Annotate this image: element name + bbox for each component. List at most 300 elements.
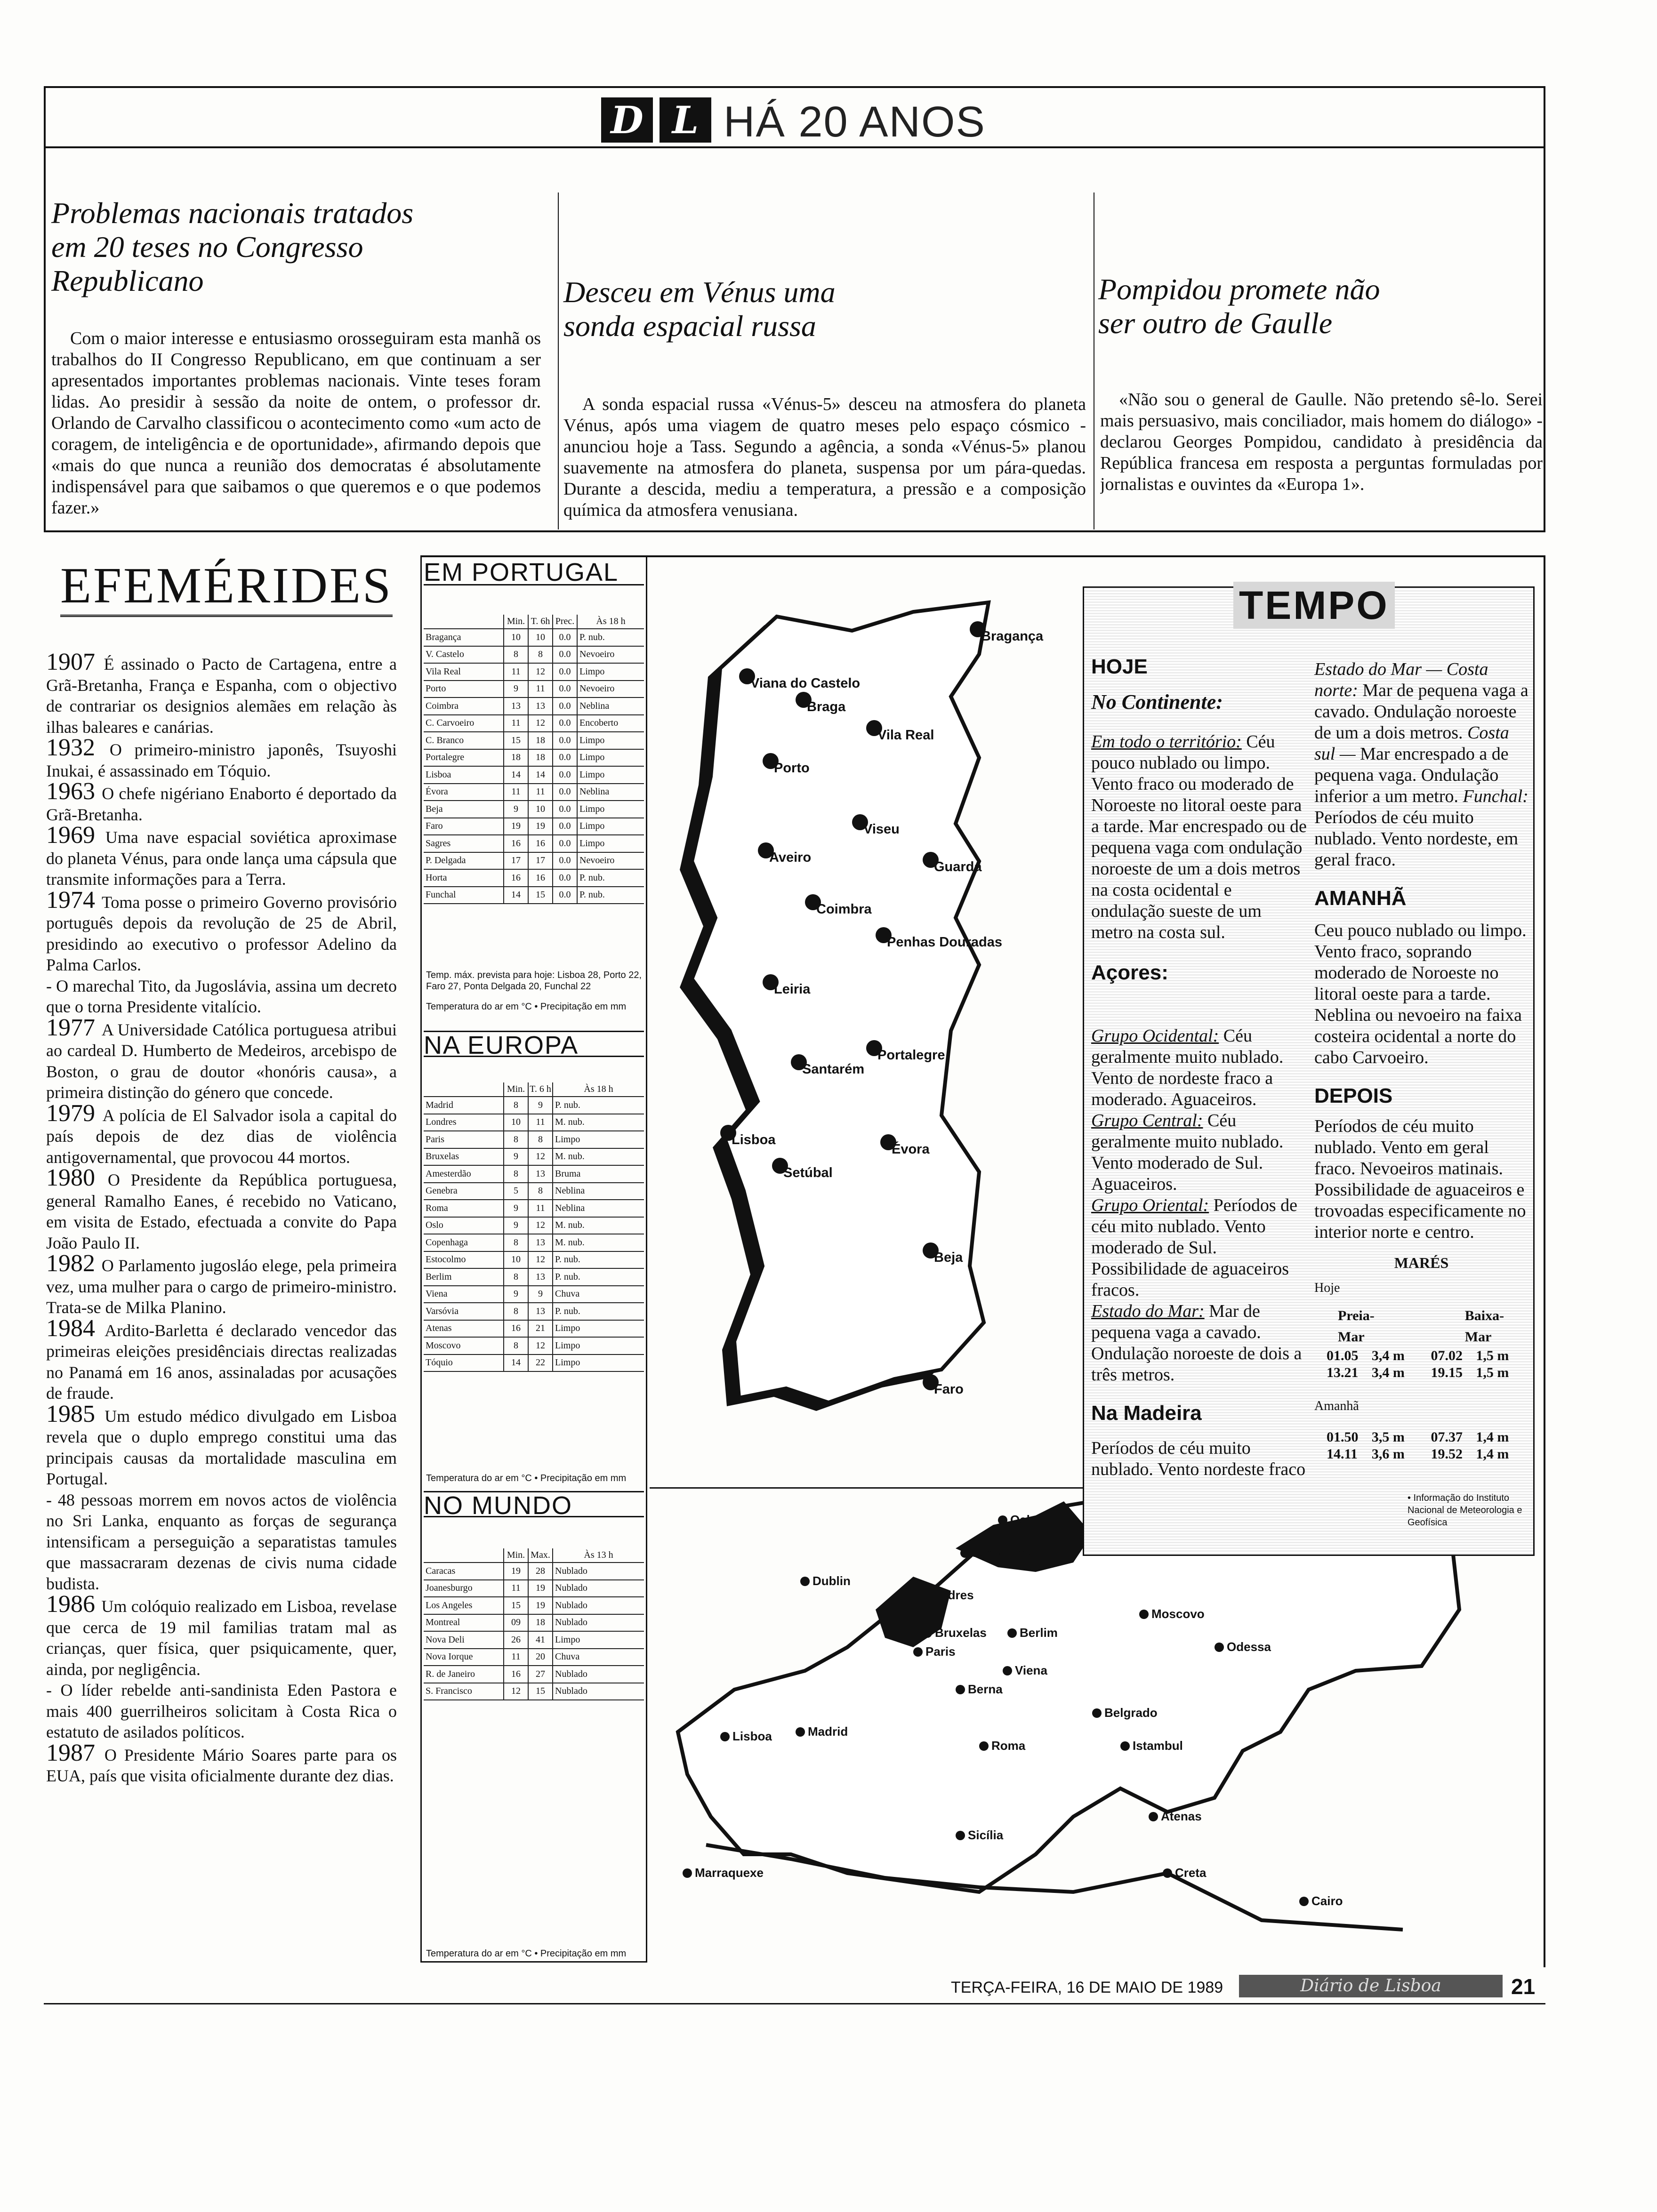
table-cell: 19 xyxy=(504,818,528,835)
section-title: HÁ 20 ANOS xyxy=(724,98,986,146)
table-cell: 9 xyxy=(504,1148,528,1166)
efemeride-entry xyxy=(46,649,397,737)
city-label: Berlim xyxy=(1020,1626,1058,1640)
table-cell: 13 xyxy=(528,697,553,715)
table-cell: C. Branco xyxy=(424,732,504,749)
table-cell: 0.0 xyxy=(553,749,577,767)
city-label: Faro xyxy=(934,1382,964,1397)
table-europa-title: NA EUROPA xyxy=(424,1031,644,1057)
table-cell: 8 xyxy=(504,1303,528,1320)
tempo-amanha: Ceu pouco nublado ou limpo. Vento fraco, soprando moderado de Noroeste no litoral oeste para a tarde. Neblina ou nevoeiro na faixa costeira ocidental a norte do cabo Carvoeiro. xyxy=(1314,921,1527,1067)
table-cell: 18 xyxy=(528,732,553,749)
table-row xyxy=(424,835,644,852)
tide-cell: 3,5 m xyxy=(1371,1429,1405,1445)
table-cell: Genebra xyxy=(424,1183,504,1200)
tempo-hoje: HOJE xyxy=(1091,655,1148,678)
city-marker xyxy=(796,1727,805,1737)
efemeride-year: 1974 xyxy=(46,886,102,914)
portugal-outline xyxy=(692,602,989,1403)
table-header-row xyxy=(424,615,644,629)
table-row xyxy=(424,887,644,904)
city-label: Istambul xyxy=(1133,1739,1183,1753)
table-cell: P. nub. xyxy=(553,1097,644,1114)
table-row xyxy=(424,715,644,732)
table-header-row xyxy=(424,1548,644,1563)
efemeride-text: - O marechal Tito, da Jugoslávia, assina um decreto que o torna Presidente vitalício. xyxy=(46,976,397,1016)
table-cell: Varsóvia xyxy=(424,1303,504,1320)
city-marker xyxy=(956,1831,965,1840)
efemeride-year: 1977 xyxy=(46,1014,102,1041)
tempo-acores-heading: Açores: xyxy=(1091,961,1168,984)
efemeride-text: A polícia de El Salvador isola a capital do país depois de dez dias de violência antigovernamental, que provocou 44 mortos. xyxy=(46,1106,397,1167)
efemeride-text: O primeiro-ministro japonês, Tsuyoshi Inukai, é assassinado em Tóquio. xyxy=(46,740,397,780)
city-label: Guarda xyxy=(934,859,982,874)
table-cell: 8 xyxy=(504,646,528,664)
table-header-row xyxy=(424,1082,644,1097)
table-cell: 19 xyxy=(528,1597,553,1614)
table-cell: 8 xyxy=(504,1097,528,1114)
city-label: Portalegre xyxy=(877,1048,945,1063)
tide-cell: 1,4 m xyxy=(1476,1429,1509,1445)
table-cell: S. Francisco xyxy=(424,1683,504,1700)
table-cell: 10 xyxy=(528,629,553,646)
table-cell: 8 xyxy=(504,1165,528,1183)
table-header-cell xyxy=(424,615,504,629)
table-header-cell: Min. xyxy=(504,1548,528,1563)
city-marker xyxy=(800,1577,810,1586)
efemeride-year: 1932 xyxy=(46,734,110,761)
table-cell: Encoberto xyxy=(577,715,644,732)
table-cell: Neblina xyxy=(553,1183,644,1200)
table-cell: 8 xyxy=(504,1337,528,1354)
city-marker xyxy=(1092,1708,1102,1718)
tide-cell: 19.52 xyxy=(1431,1446,1463,1462)
table-cell: Limpo xyxy=(553,1131,644,1148)
table-cell: Paris xyxy=(424,1131,504,1148)
tide-cell: 07.02 xyxy=(1431,1348,1463,1363)
table-mundo xyxy=(424,1548,644,1700)
table-cell: C. Carvoeiro xyxy=(424,715,504,732)
table-cell: 15 xyxy=(528,1683,553,1700)
table-cell: Horta xyxy=(424,869,504,887)
city-marker xyxy=(979,1741,989,1751)
table-header-cell: Min. xyxy=(504,1082,528,1097)
preia-mar-label: Preia-Mar xyxy=(1338,1308,1375,1345)
portugal-footer: Temperatura do ar em °C • Precipitação em mm xyxy=(426,1002,627,1012)
table-row xyxy=(424,697,644,715)
table-cell: Chuva xyxy=(553,1286,644,1303)
table-row xyxy=(424,852,644,870)
table-cell: 15 xyxy=(504,732,528,749)
efemeride-text: O Presidente Mário Soares parte para os EUA, país que visita oficialmente durante dez dias. xyxy=(46,1745,397,1785)
table-cell: Atenas xyxy=(424,1320,504,1338)
tempo-acores-mar: Mar de pequena vaga a cavado. Ondulação noroeste de dois a três metros. xyxy=(1091,1301,1302,1385)
table-cell: Madrid xyxy=(424,1097,504,1114)
table-cell: Funchal xyxy=(424,887,504,904)
table-cell: Los Angeles xyxy=(424,1597,504,1614)
mares-amanha xyxy=(1314,1429,1528,1463)
city-marker xyxy=(1003,1666,1012,1675)
tempo-madeira: Períodos de céu muito nublado. Vento nordeste fraco xyxy=(1091,1438,1306,1479)
table-cell: Limpo xyxy=(577,818,644,835)
table-cell: 16 xyxy=(504,835,528,852)
city-label: Leiria xyxy=(774,982,811,997)
efemeride-entry xyxy=(46,1250,397,1318)
table-cell: 0.0 xyxy=(553,646,577,664)
city-marker xyxy=(1007,1628,1017,1638)
table-row xyxy=(424,1354,644,1372)
table-row xyxy=(424,1114,644,1131)
table-cell: 19 xyxy=(528,818,553,835)
efemeride-year: 1987 xyxy=(46,1739,105,1766)
portugal-max-note: Temp. máx. prevista para hoje: Lisboa 28, Porto 22, Faro 27, Ponta Delgada 20, Funchal 22 xyxy=(426,970,642,992)
table-cell: 10 xyxy=(528,801,553,818)
table-cell: Bruma xyxy=(553,1165,644,1183)
tide-cell: 07.37 xyxy=(1431,1429,1463,1445)
table-cell: 0.0 xyxy=(553,681,577,698)
table-cell: 0.0 xyxy=(553,715,577,732)
city-label: Dublin xyxy=(812,1574,851,1588)
efemeride-year: 1969 xyxy=(46,822,105,849)
table-cell: 13 xyxy=(528,1303,553,1320)
table-row xyxy=(424,1097,644,1114)
table-row xyxy=(424,1666,644,1683)
table-row xyxy=(424,784,644,801)
table-header-cell: Min. xyxy=(504,615,528,629)
article-venus-body-col3 xyxy=(1100,193,1623,236)
efemeride-text: É assinado o Pacto de Cartagena, entre a Grã-Bretanha, França e Espanha, com o objectivo de contrariar os designios alemães em relação às ilhas baleares e canárias. xyxy=(46,655,397,737)
table-cell: 0.0 xyxy=(553,835,577,852)
table-cell: Neblina xyxy=(577,784,644,801)
table-header-cell: T. 6h xyxy=(528,615,553,629)
efemerides-title: EFEMÉRIDES xyxy=(60,560,393,617)
ha-20-anos-box xyxy=(44,86,1545,532)
table-cell: 0.0 xyxy=(553,629,577,646)
efemeride-year: 1985 xyxy=(46,1400,105,1427)
table-cell: 0.0 xyxy=(553,818,577,835)
table-header-cell: T. 6 h xyxy=(528,1082,553,1097)
efemeride-year: 1979 xyxy=(46,1099,103,1127)
tide-row xyxy=(1314,1364,1528,1381)
table-cell: Faro xyxy=(424,818,504,835)
table-cell: M. nub. xyxy=(553,1148,644,1166)
table-cell: 21 xyxy=(528,1320,553,1338)
table-row xyxy=(424,766,644,784)
table-cell: Nublado xyxy=(553,1597,644,1614)
efemeride-text: Toma posse o primeiro Governo provisório português depois da revolução de 25 de Abril, presidindo ao executivo o professor Adelino da Palma Carlos. xyxy=(46,892,397,974)
table-cell: M. nub. xyxy=(553,1217,644,1234)
table-cell: 13 xyxy=(528,1165,553,1183)
table-row xyxy=(424,1200,644,1217)
table-europa xyxy=(424,1082,644,1372)
headline-venus: Desceu em Vénus uma sonda espacial russa xyxy=(563,275,836,343)
table-cell: 10 xyxy=(504,1114,528,1131)
table-cell: 09 xyxy=(504,1614,528,1632)
table-row xyxy=(424,663,644,681)
efemeride-entry xyxy=(46,1400,397,1490)
tide-row xyxy=(1314,1347,1528,1364)
city-label: Braga xyxy=(807,699,846,714)
city-label: Odessa xyxy=(1227,1640,1271,1654)
table-cell: 28 xyxy=(528,1563,553,1580)
table-cell: 14 xyxy=(504,766,528,784)
table-cell: 8 xyxy=(528,646,553,664)
city-label: Atenas xyxy=(1161,1809,1202,1823)
table-cell: 0.0 xyxy=(553,697,577,715)
table-cell: Roma xyxy=(424,1200,504,1217)
table-row xyxy=(424,1683,644,1700)
table-cell: 5 xyxy=(504,1183,528,1200)
efemeride-text: O chefe nigériano Enaborto é deportado da Grã-Bretanha. xyxy=(46,784,397,824)
tide-cell: 01.50 xyxy=(1327,1429,1359,1445)
table-cell: 15 xyxy=(528,887,553,904)
table-row xyxy=(424,1320,644,1338)
table-row xyxy=(424,818,644,835)
city-marker xyxy=(923,1628,932,1638)
city-label: Vila Real xyxy=(877,728,934,743)
table-cell: Coimbra xyxy=(424,697,504,715)
city-label: Setúbal xyxy=(783,1165,833,1180)
table-cell: 9 xyxy=(504,1286,528,1303)
table-cell: Lisboa xyxy=(424,766,504,784)
mares-hoje-label: Hoje xyxy=(1314,1281,1340,1295)
table-cell: 18 xyxy=(528,1614,553,1632)
table-cell: Nublado xyxy=(553,1614,644,1632)
table-cell: M. nub. xyxy=(553,1114,644,1131)
city-marker xyxy=(956,1685,965,1694)
table-cell: Nublado xyxy=(553,1563,644,1580)
city-label: Estocolmo xyxy=(973,1546,1035,1560)
efemeride-entry xyxy=(46,1314,397,1404)
tide-cell: 01.05 xyxy=(1327,1348,1359,1363)
table-cell: 12 xyxy=(528,1148,553,1166)
table-row xyxy=(424,1631,644,1649)
efemeride-year: 1980 xyxy=(46,1164,108,1191)
table-cell: Vila Real xyxy=(424,663,504,681)
city-marker xyxy=(913,1591,923,1600)
footer-rule xyxy=(44,2003,1545,2004)
table-cell: 9 xyxy=(504,1200,528,1217)
city-marker xyxy=(683,1868,692,1878)
table-row xyxy=(424,646,644,664)
table-cell: 11 xyxy=(528,1200,553,1217)
table-cell: 8 xyxy=(504,1234,528,1251)
tide-row xyxy=(1314,1446,1528,1463)
table-cell: 16 xyxy=(504,1320,528,1338)
table-cell: Montreal xyxy=(424,1614,504,1632)
city-label: Porto xyxy=(774,761,810,776)
table-cell: 11 xyxy=(528,681,553,698)
tempo-amanha-heading: AMANHÃ xyxy=(1314,887,1407,910)
tempo-madeira-mar: Mar de pequena vaga a cavado. Ondulação noroeste de um a dois metros. xyxy=(1314,681,1528,743)
tide-cell: 3,6 m xyxy=(1371,1446,1405,1462)
table-cell: Limpo xyxy=(553,1337,644,1354)
city-marker xyxy=(913,1647,923,1657)
headline-pompidou: Pompidou promete não ser outro de Gaulle xyxy=(1098,272,1380,340)
tide-cell: 1,5 m xyxy=(1476,1348,1509,1363)
table-cell: 11 xyxy=(504,1580,528,1597)
article-congresso-body-col1: Com o maior interesse e entusiasmo orosseguiram esta manhã os trabalhos do II Congresso Republicano, em que continuam a ser apresentados importantes problemas nacionais. Vinte teses foram lidas. Ao presidir à sessão da noite de ontem, o professor dr. Orlando de Carvalho classificou o acontecimento como «um acto de coragem, de inteligência e de oportunidade», afirmando depois que «mais do que nunca a reunião dos democratas é absolutamente indispensável para que saibamos o que queremos e o que podemos fazer.» xyxy=(51,329,541,518)
table-cell: 11 xyxy=(504,1649,528,1666)
footer-page: 21 xyxy=(1511,1974,1536,1999)
table-cell: 0.0 xyxy=(553,663,577,681)
tempo-acores-central: Céu geralmente muito nublado. Vento moderado de Sul. Aguaceiros. xyxy=(1091,1111,1284,1194)
tempo-continente: Céu pouco nublado ou limpo. Vento fraco ou moderado de Noroeste no litoral oeste para a tarde. Mar encrespado ou de pequena vaga com ondulação noroeste de um a dois metros na costa ocidental e ondulação sueste de um metro na costa sul. xyxy=(1091,732,1307,942)
table-cell: Limpo xyxy=(577,835,644,852)
tide-row xyxy=(1314,1429,1528,1446)
table-cell: 27 xyxy=(528,1666,553,1683)
table-row xyxy=(424,1563,644,1580)
table-cell: 11 xyxy=(504,715,528,732)
city-label: Belgrado xyxy=(1104,1706,1158,1720)
table-cell: Londres xyxy=(424,1114,504,1131)
table-cell: P. nub. xyxy=(577,629,644,646)
tide-cell: 3,4 m xyxy=(1371,1348,1405,1363)
table-cell: Bragança xyxy=(424,629,504,646)
efemeride-text: O Presidente da República portuguesa, general Ramalho Eanes, é recebido no Vaticano, em visita de Estado, efectuada a convite do Papa João Paulo II. xyxy=(46,1170,397,1252)
city-marker xyxy=(1120,1741,1130,1751)
mares-hoje xyxy=(1314,1347,1528,1381)
city-label: Lisboa xyxy=(732,1132,776,1147)
mundo-footer: Temperatura do ar em °C • Precipitação em mm xyxy=(426,1948,627,1959)
table-cell: 19 xyxy=(528,1580,553,1597)
tide-cell: 1,5 m xyxy=(1476,1365,1509,1380)
table-row xyxy=(424,1251,644,1269)
tempo-title: TEMPO xyxy=(1233,582,1395,629)
efemeride-year: 1982 xyxy=(46,1250,102,1277)
table-cell: 9 xyxy=(504,801,528,818)
table-row xyxy=(424,1303,644,1320)
table-cell: M. nub. xyxy=(553,1234,644,1251)
city-label: Viena xyxy=(1015,1663,1047,1677)
table-cell: 0.0 xyxy=(553,852,577,870)
city-label: Madrid xyxy=(808,1724,848,1739)
efemeride-text: - 48 pessoas morrem em novos actos de violência no Sri Lanka, enquanto as forças de segurança intensificam a perseguição a separatistas tamules que massacraram dezenas de civis numa cidade budista. xyxy=(46,1490,397,1593)
table-cell: Nevoeiro xyxy=(577,646,644,664)
table-cell: 9 xyxy=(528,1097,553,1114)
table-cell: 10 xyxy=(504,629,528,646)
city-label: Creta xyxy=(1175,1866,1207,1880)
table-cell: 26 xyxy=(504,1631,528,1649)
table-cell: 16 xyxy=(528,835,553,852)
tempo-source: • Informação do Instituto Nacional de Meteorologia e Geofísica xyxy=(1408,1493,1522,1528)
table-cell: P. Delgada xyxy=(424,852,504,870)
mares-heading: MARÉS xyxy=(1394,1254,1449,1271)
table-row xyxy=(424,1234,644,1251)
table-cell: 11 xyxy=(528,1114,553,1131)
city-label: Bragança xyxy=(981,629,1044,644)
table-cell: 12 xyxy=(528,1337,553,1354)
table-cell: 0.0 xyxy=(553,869,577,887)
city-label: Lisboa xyxy=(732,1729,772,1743)
table-cell: Estocolmo xyxy=(424,1251,504,1269)
table-cell: Oslo xyxy=(424,1217,504,1234)
table-cell: 9 xyxy=(504,1217,528,1234)
tempo-depois: Períodos de céu muito nublado. Vento em geral fraco. Nevoeiros matinais. Possibilidade de aguaceiros e trovoadas especificamente no interior norte e centro. xyxy=(1314,1116,1526,1242)
baixa-mar-label: Baixa-Mar xyxy=(1464,1308,1504,1345)
table-cell: Sagres xyxy=(424,835,504,852)
table-cell: Neblina xyxy=(553,1200,644,1217)
city-label: Évora xyxy=(892,1142,930,1157)
efemeride-entry xyxy=(46,1739,397,1787)
efemeride-entry xyxy=(46,778,397,825)
city-marker xyxy=(1163,1868,1172,1878)
efemeride-year: 1907 xyxy=(46,649,104,675)
table-cell: Tóquio xyxy=(424,1354,504,1372)
city-label: Aveiro xyxy=(769,850,812,865)
city-marker xyxy=(998,1515,1007,1525)
city-label: Viana do Castelo xyxy=(750,676,861,691)
table-cell: V. Castelo xyxy=(424,646,504,664)
table-cell: 12 xyxy=(528,715,553,732)
table-cell: 16 xyxy=(528,869,553,887)
table-cell: 16 xyxy=(504,1666,528,1683)
tide-cell: 1,4 m xyxy=(1476,1446,1509,1462)
tempo-depois-heading: DEPOIS xyxy=(1314,1084,1393,1107)
tempo-madeira-heading: Na Madeira xyxy=(1091,1402,1202,1425)
headline-congresso: Problemas nacionais tratados em 20 teses no Congresso Republicano xyxy=(51,196,414,297)
table-row xyxy=(424,1268,644,1286)
efemeride-entry xyxy=(46,822,397,890)
efemeride-entry xyxy=(46,1164,397,1253)
city-label: Roma xyxy=(991,1739,1026,1753)
table-cell: P. nub. xyxy=(577,887,644,904)
table-cell: 0.0 xyxy=(553,784,577,801)
table-cell: Bruxelas xyxy=(424,1148,504,1166)
table-row xyxy=(424,801,644,818)
table-cell: 9 xyxy=(504,681,528,698)
table-row xyxy=(424,732,644,749)
table-cell: 8 xyxy=(504,1131,528,1148)
footer-date: TERÇA-FEIRA, 16 DE MAIO DE 1989 xyxy=(951,1979,1223,1996)
table-header-cell: Max. xyxy=(528,1548,553,1563)
table-cell: Limpo xyxy=(577,766,644,784)
table-cell: Limpo xyxy=(553,1354,644,1372)
article-congresso-body-col2 xyxy=(559,193,1086,237)
footer-paper: Diário de Lisboa xyxy=(1239,1975,1503,1997)
efemeride-entry xyxy=(46,976,397,1018)
table-cell: Nublado xyxy=(553,1666,644,1683)
table-cell: Limpo xyxy=(577,663,644,681)
table-cell: 16 xyxy=(504,869,528,887)
title-rule xyxy=(46,146,1544,148)
tempo-madeira-sul: Mar encrespado a de pequena vaga. Ondulação inferior a um metro. xyxy=(1314,744,1509,806)
tempo-acores-oriental: Períodos de céu mito nublado. Vento moderado de Sul. Possibilidade de aguaceiros fracos. xyxy=(1091,1195,1298,1300)
city-marker xyxy=(720,1732,730,1741)
efemeride-year: 1963 xyxy=(46,778,102,805)
table-portugal-title: EM PORTUGAL xyxy=(424,559,644,585)
efemeride-entry xyxy=(46,1490,397,1595)
city-label: Bruxelas xyxy=(935,1626,987,1640)
table-header-cell: Às 18 h xyxy=(553,1082,644,1097)
table-cell: Nova Deli xyxy=(424,1631,504,1649)
table-row xyxy=(424,869,644,887)
city-marker xyxy=(1299,1897,1309,1906)
article-venus-body: A sonda espacial russa «Vénus-5» desceu na atmosfera do planeta Vénus, após uma viagem de quatro meses pelo espaço cósmico - anunciou hoje a Tass. Segundo a agência, a sonda «Vénus-5» planou suavemente na atmosfera do planeta, suspensa por um pára-quedas. Durante a descida, mediu a temperatura, a pressão e a composição química da atmosfera venusiana. xyxy=(563,394,1086,520)
table-cell: 0.0 xyxy=(553,766,577,784)
masthead-logo xyxy=(601,97,711,143)
city-marker xyxy=(1215,1643,1224,1652)
table-header-cell: Às 13 h xyxy=(553,1548,644,1563)
efemeride-entry xyxy=(46,734,397,781)
table-cell: 8 xyxy=(504,1268,528,1286)
table-cell: 11 xyxy=(528,784,553,801)
logo-letter-l: L xyxy=(660,97,711,143)
table-cell: Nublado xyxy=(553,1683,644,1700)
tide-cell: 19.15 xyxy=(1431,1365,1463,1380)
table-header-cell xyxy=(424,1548,504,1563)
efemeride-text: - O líder rebelde anti-sandinista Eden Pastora e mais 400 guerrilheiros solicitam à Costa Rica o estatuto de asilados políticos. xyxy=(46,1681,397,1741)
